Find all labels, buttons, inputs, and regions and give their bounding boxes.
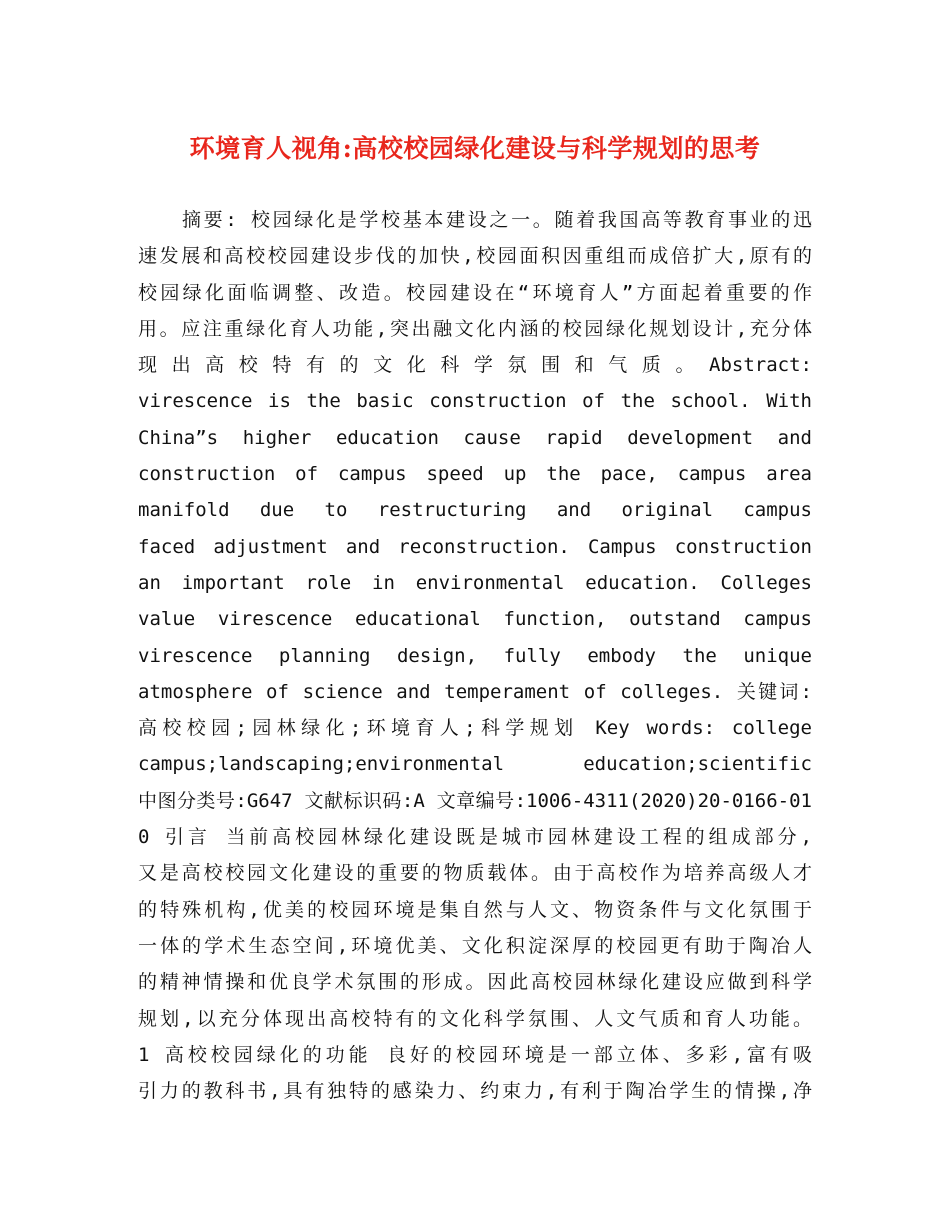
text-line: manifold due to restructuring and original campus [138,499,812,522]
text-line: construction of campus speed up the pace, campus area [138,463,812,486]
text-line: 规划,以充分体现出高校特有的文化科学氛围、人文气质和育人功能。 [138,1007,812,1030]
text-line: 用。应注重绿化育人功能,突出融文化内涵的校园绿化规划设计,充分体 [138,317,812,340]
text-line: campus;landscaping;environmental education;scientific [138,753,812,776]
text-line: 高校校园;园林绿化;环境育人;科学规划 Key words: college [138,717,812,740]
text-line: virescence is the basic construction of the school. With [138,390,812,413]
text-line: 的特殊机构,优美的校园环境是集自然与人文、物资条件与文化氛围于 [138,898,812,921]
document-body [138,202,812,1109]
text-line: 引力的教科书,具有独特的感染力、约束力,有利于陶冶学生的情操,净 [138,1080,812,1103]
text-line: an important role in environmental education. Colleges [138,571,812,594]
text-line: virescence planning design, fully embody the unique [138,644,812,667]
text-line: 速发展和高校校园建设步伐的加快,校园面积因重组而成倍扩大,原有的 [138,245,812,268]
text-line: China”s higher education cause rapid development and [138,426,812,449]
text-line: 现 出 高 校 特 有 的 文 化 科 学 氛 围 和 气 质 。 Abstract: [138,354,812,377]
text-line: 校园绿化面临调整、改造。校园建设在“环境育人”方面起着重要的作 [138,281,812,304]
text-line: 的精神情操和优良学术氛围的形成。因此高校园林绿化建设应做到科学 [138,971,812,994]
text-line: 1 高校校园绿化的功能 良好的校园环境是一部立体、多彩,富有吸 [138,1043,812,1066]
text-line: faced adjustment and reconstruction. Campus construction [138,535,812,558]
document-title: 环境育人视角:高校校园绿化建设与科学规划的思考 [189,134,761,163]
text-line: 中图分类号:G647 文献标识码:A 文章编号:1006-4311(2020)20-0166-01 [138,789,812,812]
text-line: atmosphere of science and temperament of colleges. 关键词: [138,680,812,703]
text-line: 又是高校校园文化建设的重要的物质载体。由于高校作为培养高级人才 [138,862,812,885]
text-line: 0 引言 当前高校园林绿化建设既是城市园林建设工程的组成部分, [138,826,812,849]
text-line: 摘要: 校园绿化是学校基本建设之一。随着我国高等教育事业的迅 [182,209,812,231]
text-line: 一体的学术生态空间,环境优美、文化积淀深厚的校园更有助于陶冶人 [138,934,812,957]
text-line: value virescence educational function, outstand campus [138,608,812,631]
